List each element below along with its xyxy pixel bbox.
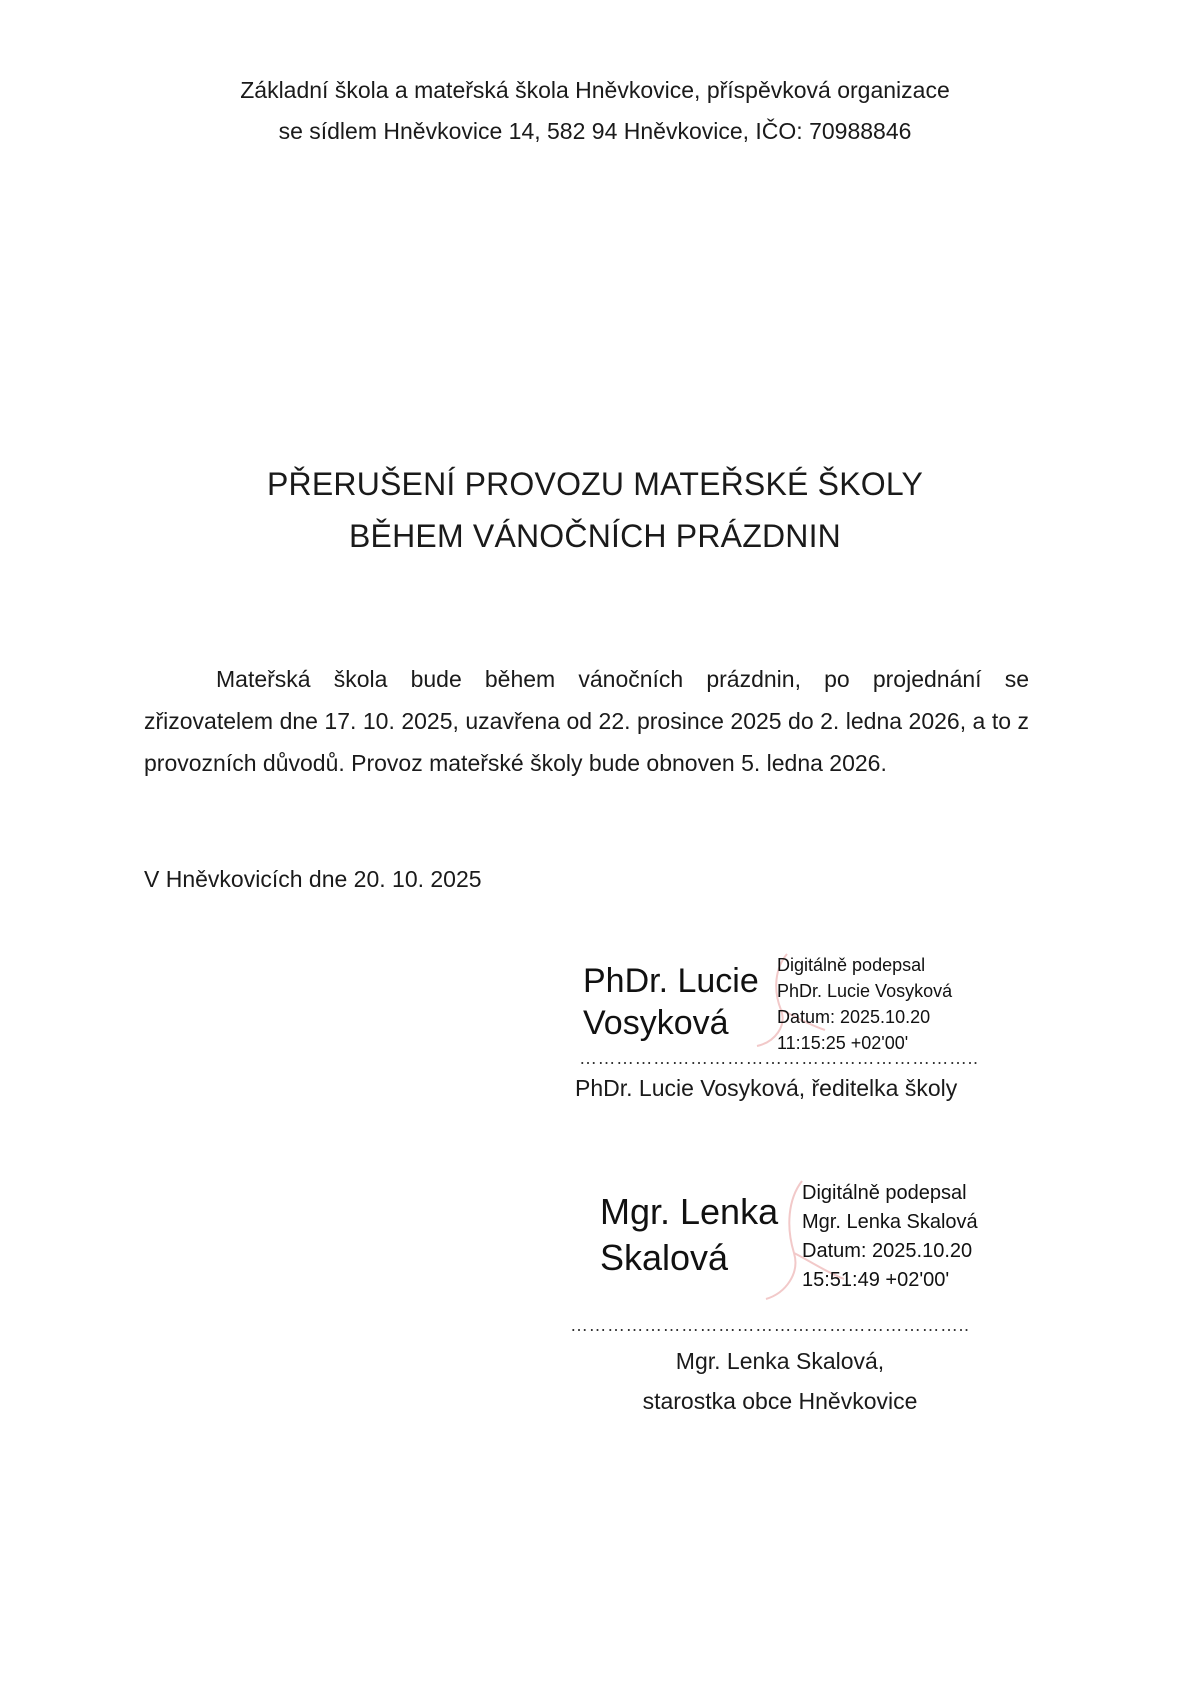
body-paragraph: Mateřská škola bude během vánočních prázdnin, po projednání se zřizovatelem dne 17. 10. 2025, uzavřena od 22. prosince 2025 do 2. ledna 2026, a to z provozních důvodů. Provoz mateřské školy bude obnoven 5. ledna 2026. [144,666,1029,776]
signature-detail-3: Datum: 2025.10.20 [802,1240,973,1262]
signature-caption-line-1: Mgr. Lenka Skalová, [675,1348,885,1374]
signature-caption [575,1068,995,1108]
signature-caption-line-2: starostka obce Hněvkovice [642,1388,918,1414]
signature-dotted-line: ……………………………………………………….. [570,1315,970,1335]
signature-dotted-line: ……………………………………………………….. [579,1048,979,1068]
place-date: V Hněvkovicích dne 20. 10. 2025 [144,866,482,892]
title-line-1: PŘERUŠENÍ PROVOZU MATEŘSKÉ ŠKOLY [266,466,923,502]
signature-name [583,960,759,1044]
signature-name-line-2: Skalová [600,1237,729,1278]
signature-caption [570,1341,990,1421]
signature-detail-4: 11:15:25 +02'00' [777,1033,909,1053]
signature-detail-2: PhDr. Lucie Vosyková [777,981,953,1001]
header-line-1: Základní škola a mateřská škola Hněvkovice, příspěvková organizace [240,77,950,103]
signature-details [777,952,952,1056]
signature-detail-4: 15:51:49 +02'00' [802,1269,950,1291]
signature-detail-1: Digitálně podepsal [802,1182,967,1204]
signature-detail-2: Mgr. Lenka Skalová [802,1211,978,1233]
signature-caption-line-1: PhDr. Lucie Vosyková, ředitelka školy [575,1075,958,1101]
signature-block-director [575,950,995,1120]
title-line-2: BĚHEM VÁNOČNÍCH PRÁZDNIN [349,518,841,554]
signature-detail-1: Digitálně podepsal [777,955,926,975]
signature-name-line-1: PhDr. Lucie [583,962,759,1000]
signature-details [802,1179,978,1295]
signature-name-line-2: Vosyková [583,1004,729,1042]
header-line-2: se sídlem Hněvkovice 14, 582 94 Hněvkovice, IČO: 70988846 [278,118,912,144]
signature-block-mayor [570,1175,990,1425]
document-title [0,458,1190,562]
signature-detail-3: Datum: 2025.10.20 [777,1007,931,1027]
signature-name-line-1: Mgr. Lenka [600,1191,779,1232]
school-header [0,70,1190,152]
